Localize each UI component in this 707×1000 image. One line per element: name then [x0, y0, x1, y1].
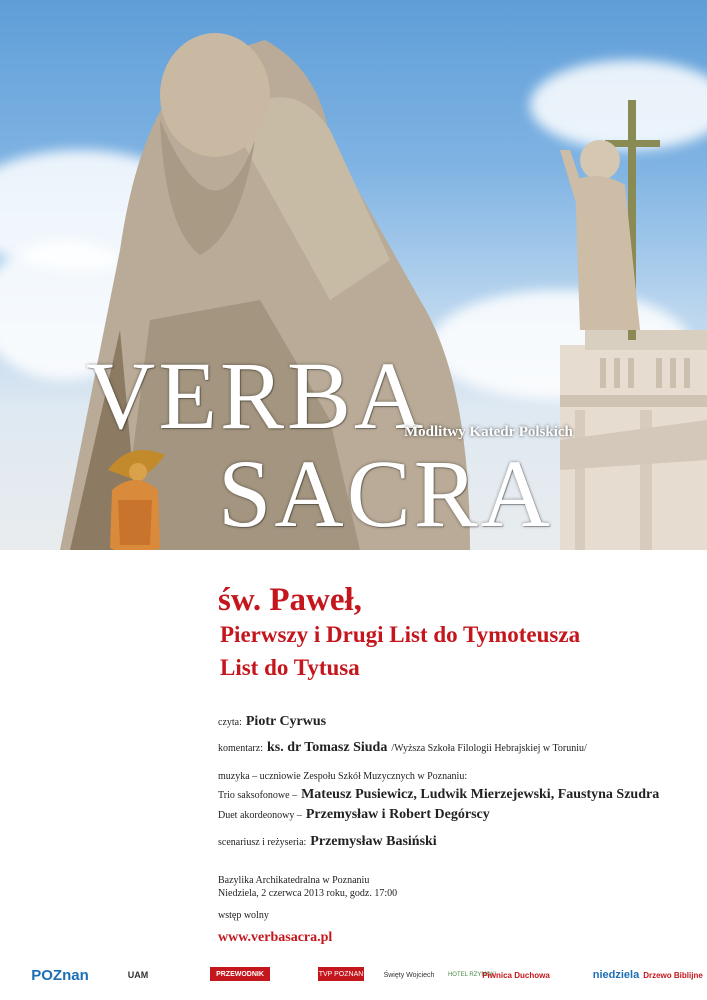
logo-drzewo: Drzewo Biblijne	[643, 970, 703, 980]
angel-ornament	[108, 450, 165, 550]
title-sacra: SACRA	[218, 440, 554, 547]
logo-swiety-wojciech: Święty Wojciech	[383, 971, 435, 979]
logo-niedziela: niedziela	[592, 969, 640, 981]
sax-names: Mateusz Pusiewicz, Ludwik Mierzejewski, Faustyna Szudra	[301, 787, 660, 802]
event-subheading-1: Pierwszy i Drugi List do Tymoteusza	[220, 622, 581, 647]
director-name: Przemysław Basiński	[310, 834, 437, 849]
website-link[interactable]: www.verbasacra.pl	[218, 930, 333, 945]
logo-uam: UAM	[127, 970, 149, 980]
basilica-facade	[560, 330, 707, 550]
logo-tvp: TVP POZNAN	[318, 967, 364, 981]
christ-statue	[560, 100, 660, 340]
commentary-note: /Wyższa Szkoła Filologii Hebrajskiej w Toruniu/	[391, 743, 587, 754]
reader-label: czyta:	[218, 717, 242, 728]
event-heading: św. Paweł,	[218, 582, 362, 618]
title-verba: VERBA	[86, 342, 427, 449]
accordion-row	[218, 805, 490, 823]
music-intro: muzyka – uczniowie Zespołu Szkół Muzycznych w Poznaniu:	[218, 771, 468, 782]
logo-piwnica: Piwnica Duchowa	[482, 970, 550, 980]
sax-row	[218, 785, 659, 803]
director-row	[218, 832, 437, 850]
venue-place: Bazylika Archikatedralna w Poznaniu	[218, 875, 370, 886]
series-subtitle: Modlitwy Katedr Polskich	[404, 424, 573, 440]
commentary-label: komentarz:	[218, 743, 263, 754]
reader-name: Piotr Cyrwus	[245, 714, 327, 729]
logo-poznan: POZnan	[31, 966, 89, 984]
reader-row	[218, 712, 326, 730]
director-label: scenariusz i reżyseria:	[218, 837, 307, 848]
accordion-label: Duet akordeonowy –	[218, 810, 302, 821]
venue-entry: wstęp wolny	[218, 910, 269, 921]
sponsor-logos	[0, 955, 707, 1000]
logo-przewodnik: PRZEWODNIK	[210, 967, 270, 981]
venue-date: Niedziela, 2 czerwca 2013 roku, godz. 17:00	[218, 888, 398, 899]
commentary-row	[218, 738, 587, 756]
logo-hotel-rzymski: HOTEL RZYMSKI	[447, 972, 497, 978]
commentary-name: ks. dr Tomasz Siuda	[266, 740, 388, 755]
accordion-names: Przemysław i Robert Degórscy	[305, 807, 490, 822]
sax-label: Trio saksofonowe –	[218, 790, 298, 801]
event-subheading-2: List do Tytusa	[220, 655, 360, 680]
